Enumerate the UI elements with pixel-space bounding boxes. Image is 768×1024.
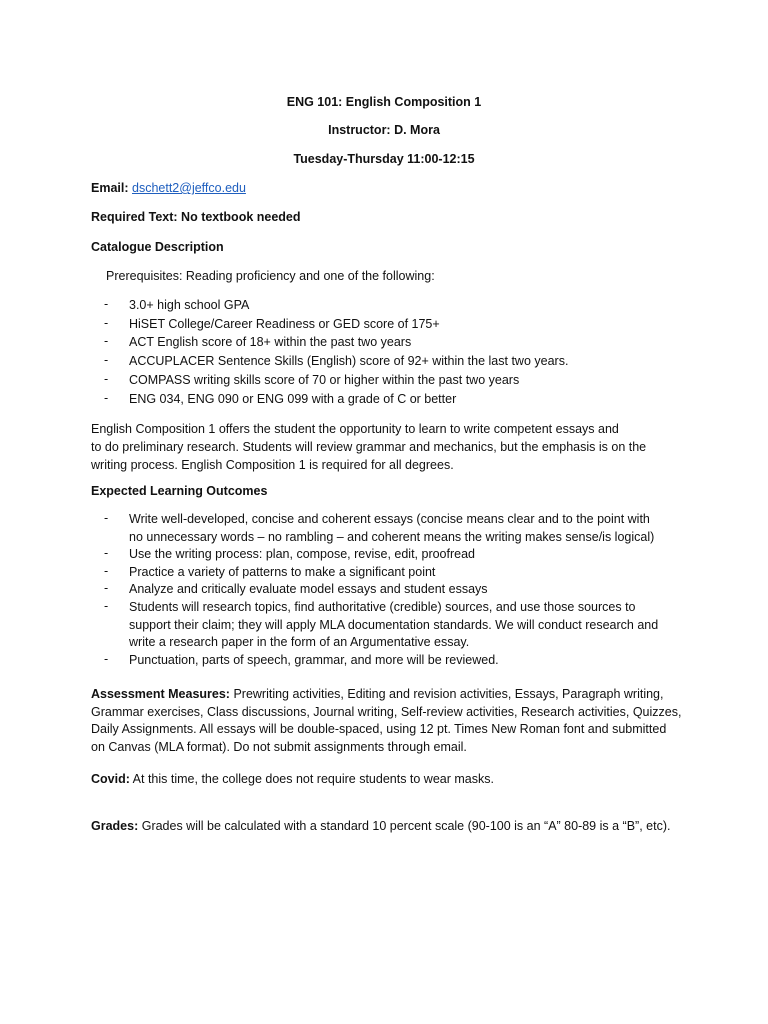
outcome-item: Students will research topics, find authoritative (credible) sources, and use those sources to bbox=[129, 600, 636, 614]
required-text: Required Text: No textbook needed bbox=[91, 210, 301, 224]
prereq-item: HiSET College/Career Readiness or GED score of 175+ bbox=[129, 316, 440, 331]
bullet-dash: - bbox=[104, 353, 109, 368]
assessment-first-line bbox=[91, 685, 663, 703]
covid-text: At this time, the college does not require students to wear masks. bbox=[129, 772, 494, 786]
bullet-dash: - bbox=[104, 511, 109, 525]
bullet-dash: - bbox=[104, 371, 109, 386]
email-link[interactable]: dschett2@jeffco.edu bbox=[132, 181, 246, 195]
schedule-line: Tuesday-Thursday 11:00-12:15 bbox=[293, 152, 475, 166]
prereq-item: ENG 034, ENG 090 or ENG 099 with a grade of C or better bbox=[129, 391, 457, 406]
outcome-item: no unnecessary words – no rambling – and coherent means the writing makes sense/is logical) bbox=[129, 529, 655, 544]
description-line: writing process. English Composition 1 is required for all degrees. bbox=[91, 458, 454, 472]
bullet-dash: - bbox=[104, 651, 109, 666]
bullet-dash: - bbox=[104, 390, 109, 405]
assessment-text: Prewriting activities, Editing and revision activities, Essays, Paragraph writing, bbox=[229, 687, 664, 701]
outcome-item: support their claim; they will apply MLA documentation standards. We will conduct research and bbox=[129, 617, 659, 632]
covid-line bbox=[91, 771, 494, 788]
bullet-dash: - bbox=[104, 599, 109, 613]
prereq-item: 3.0+ high school GPA bbox=[129, 298, 250, 312]
bullet-dash: - bbox=[104, 334, 109, 349]
outcome-item: Practice a variety of patterns to make a significant point bbox=[129, 564, 436, 579]
description-line: to do preliminary research. Students will review grammar and mechanics, but the emphasis is on the bbox=[91, 440, 647, 454]
outcome-item: Punctuation, parts of speech, grammar, and more will be reviewed. bbox=[129, 652, 499, 667]
bullet-dash: - bbox=[104, 546, 109, 561]
outcome-item: Use the writing process: plan, compose, revise, edit, proofread bbox=[129, 547, 476, 562]
email-label: Email: bbox=[91, 181, 129, 195]
prereq-item: ACCUPLACER Sentence Skills (English) score of 92+ within the last two years. bbox=[129, 354, 569, 369]
catalogue-heading: Catalogue Description bbox=[91, 240, 224, 254]
assessment-line: Grammar exercises, Class discussions, Journal writing, Self-review activities, Research activities, Quizzes, bbox=[91, 704, 682, 719]
prereq-intro: Prerequisites: Reading proficiency and one of the following: bbox=[106, 269, 435, 283]
instructor-line: Instructor: D. Mora bbox=[328, 123, 440, 137]
bullet-dash: - bbox=[104, 297, 109, 311]
outcome-item: Write well-developed, concise and coherent essays (concise means clear and to the point with bbox=[129, 512, 650, 526]
outcome-item: Analyze and critically evaluate model essays and student essays bbox=[129, 582, 488, 597]
outcomes-heading: Expected Learning Outcomes bbox=[91, 484, 268, 498]
email-row bbox=[91, 180, 246, 197]
prereq-item: COMPASS writing skills score of 70 or higher within the past two years bbox=[129, 372, 520, 387]
course-title: ENG 101: English Composition 1 bbox=[286, 95, 482, 109]
covid-label: Covid: bbox=[91, 772, 130, 786]
assessment-label: Assessment Measures: bbox=[91, 687, 230, 701]
bullet-dash: - bbox=[104, 581, 109, 596]
bullet-dash: - bbox=[104, 563, 109, 578]
assessment-line: Daily Assignments. All essays will be double-spaced, using 12 pt. Times New Roman font and submitted bbox=[91, 722, 667, 736]
grades-text: Grades will be calculated with a standard 10 percent scale (90-100 is an “A” 80-89 is a “B”, etc). bbox=[138, 819, 671, 833]
prereq-item: ACT English score of 18+ within the past two years bbox=[129, 335, 412, 350]
assessment-line: on Canvas (MLA format). Do not submit assignments through email. bbox=[91, 739, 467, 754]
grades-label: Grades: bbox=[91, 819, 139, 833]
grades-line bbox=[91, 818, 670, 835]
bullet-dash: - bbox=[104, 315, 109, 330]
description-line: English Composition 1 offers the student the opportunity to learn to write competent essays and bbox=[91, 422, 619, 436]
outcome-item: write a research paper in the form of an Argumentative essay. bbox=[129, 635, 470, 650]
